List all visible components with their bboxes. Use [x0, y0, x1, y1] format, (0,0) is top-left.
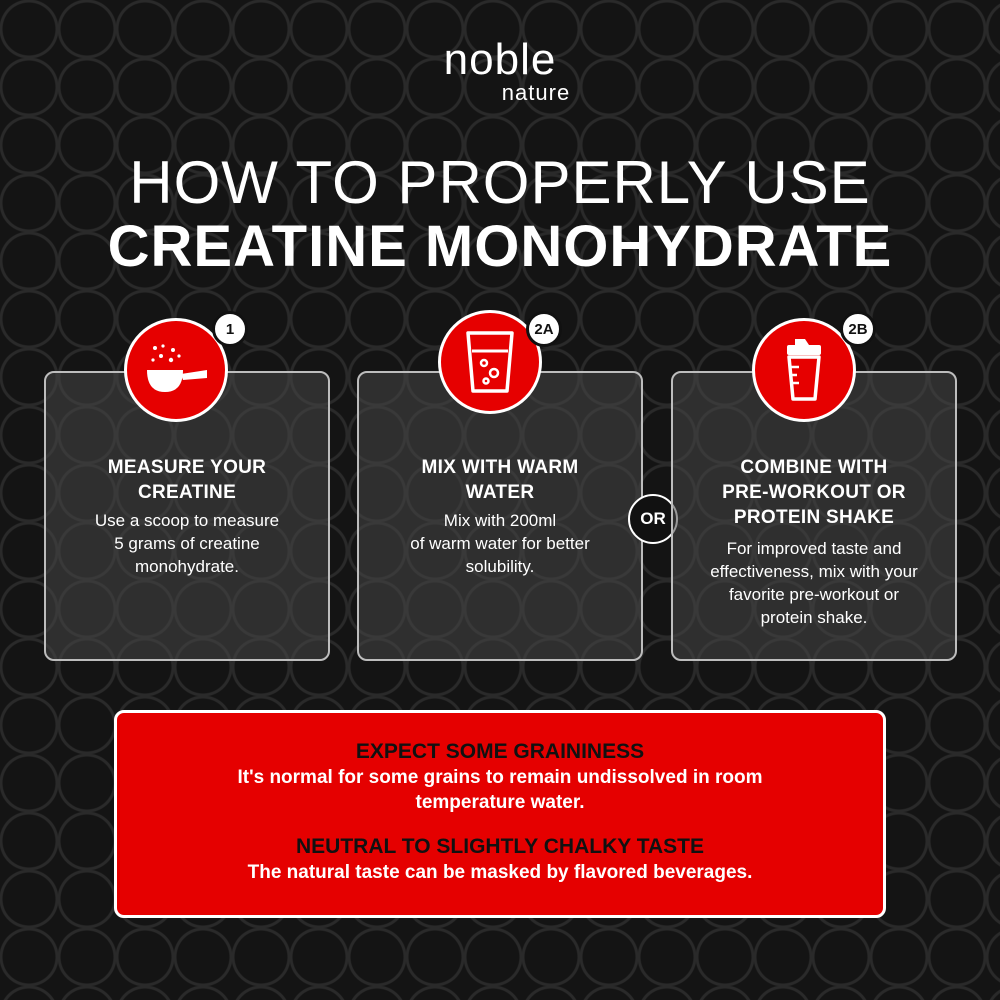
brand-tagline: nature — [501, 80, 571, 105]
step-2b-heading: COMBINE WITH PRE-WORKOUT OR PROTEIN SHAKE — [722, 457, 906, 528]
note-1-heading: EXPECT SOME GRAININESS — [355, 740, 645, 763]
step-card-2a — [357, 371, 643, 661]
step-2a-heading: MIX WITH WARM WATER — [421, 457, 579, 503]
title-line-1: HOW TO PROPERLY USE — [129, 149, 871, 216]
note-2-heading: NEUTRAL TO SLIGHTLY CHALKY TASTE — [296, 835, 704, 858]
note-1 — [117, 739, 883, 815]
brand-name: noble — [443, 35, 557, 84]
or-divider: OR — [628, 494, 678, 544]
note-1-body-line-1: It's normal for some grains to remain undissolved in room — [237, 767, 763, 788]
step-2b-body: For improved taste and effectiveness, mix with your favorite pre-workout or protein shake. — [710, 539, 918, 627]
step-2a-badge: 2A — [526, 311, 562, 347]
step-2a-body: Mix with 200ml of warm water for better solubility. — [410, 511, 590, 576]
step-2b-badge: 2B — [840, 311, 876, 347]
note-2-body: The natural taste can be masked by flavored beverages. — [247, 862, 753, 883]
step-1-heading: MEASURE YOUR CREATINE — [107, 457, 267, 503]
title-line-2: CREATINE MONOHYDRATE — [107, 214, 893, 279]
notes-panel — [114, 710, 886, 918]
step-1-body: Use a scoop to measure 5 grams of creatine monohydrate. — [94, 511, 280, 576]
note-1-body-line-2: temperature water. — [415, 792, 585, 813]
step-1-badge: 1 — [212, 311, 248, 347]
brand-logo — [0, 35, 1000, 105]
note-2 — [117, 834, 883, 885]
